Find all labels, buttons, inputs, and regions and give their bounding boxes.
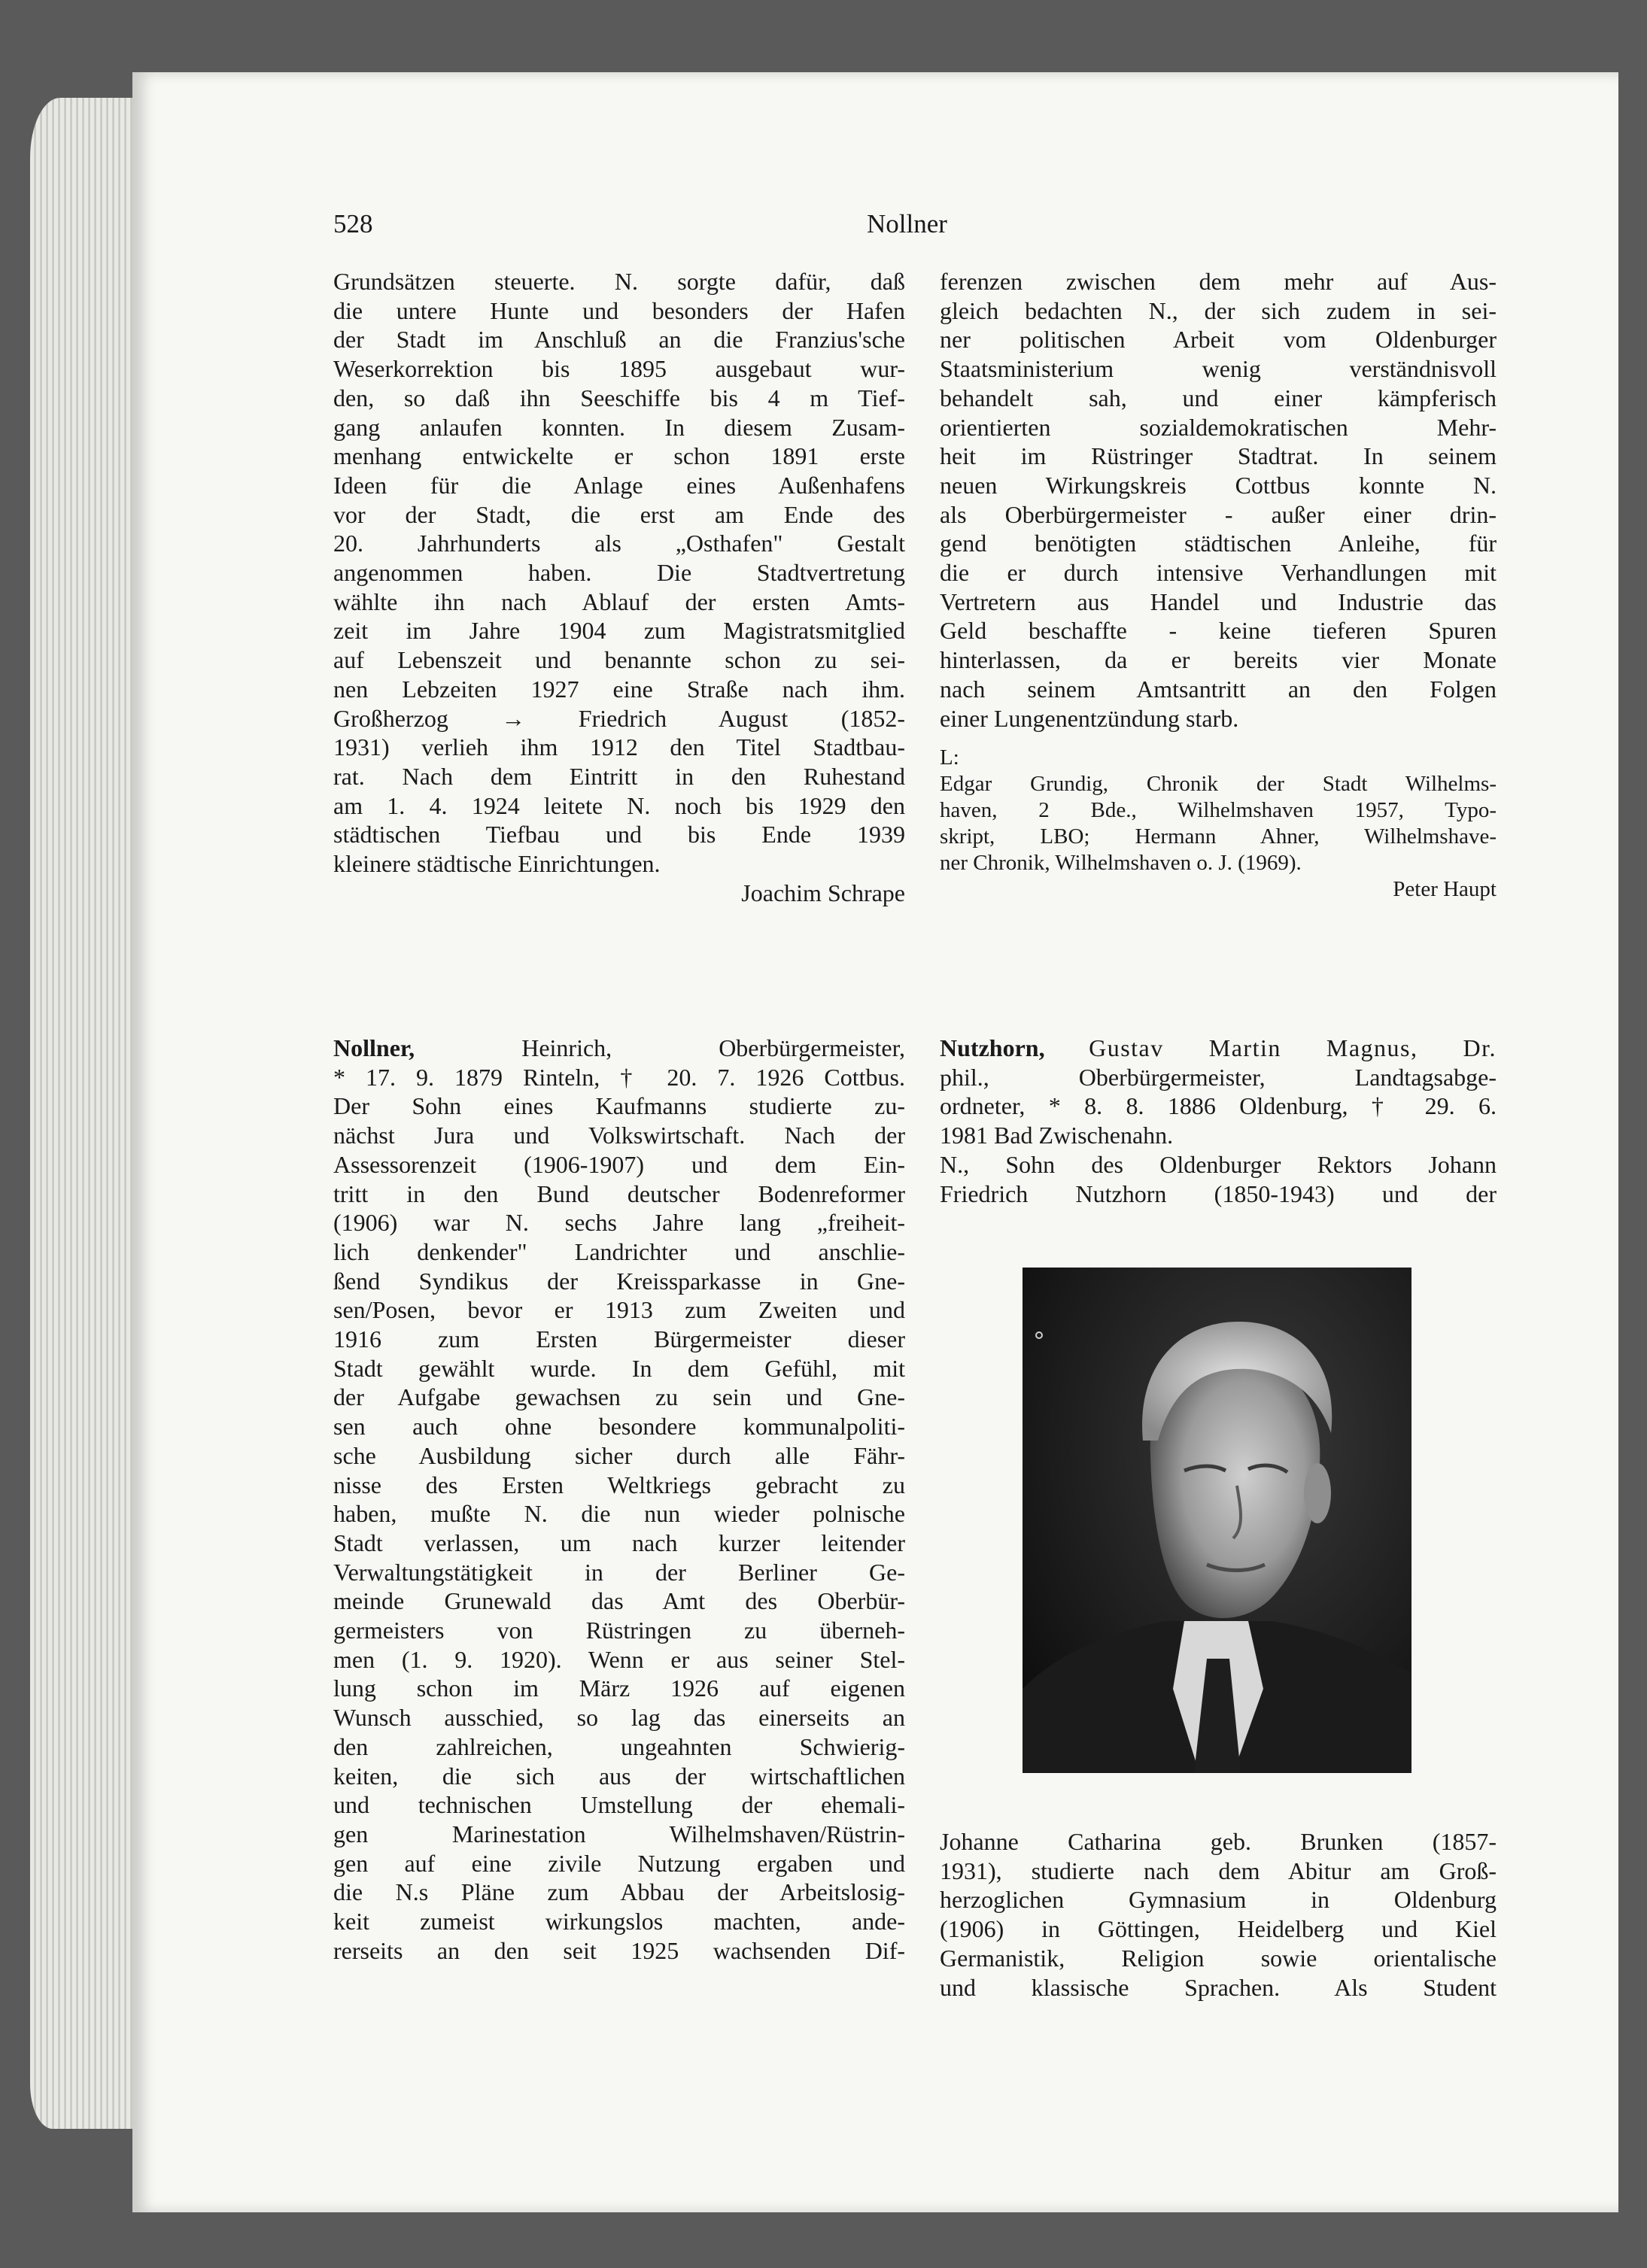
text-line: Der Sohn eines Kaufmanns studierte zu- — [333, 1092, 905, 1120]
text-line: Verwaltungstätigkeit in der Berliner Ge- — [333, 1558, 905, 1586]
text-line: Wunsch ausschied, so lag das einerseits an — [333, 1704, 905, 1732]
entry-name: Nollner, — [333, 1034, 415, 1061]
text-line: der Aufgabe gewachsen zu sein und Gne- — [333, 1383, 905, 1411]
text-line: Assessorenzeit (1906-1907) und dem Ein- — [333, 1150, 905, 1178]
literature-line: Edgar Grundig, Chronik der Stadt Wilhelms- — [940, 772, 1497, 797]
text-line: der Stadt im Anschluß an die Franzius'sche — [333, 326, 905, 354]
text-line: heit im Rüstringer Stadtrat. In seinem — [940, 442, 1497, 470]
text-line: Weserkorrektion bis 1895 ausgebaut wur- — [333, 355, 905, 383]
text-line: vor der Stadt, die erst am Ende des — [333, 500, 905, 528]
text-line: Geld beschaffte - keine tieferen Spuren — [940, 617, 1497, 645]
text-line: die N.s Pläne zum Abbau der Arbeitslosig- — [333, 1878, 905, 1906]
portrait-photo — [1023, 1268, 1411, 1773]
text-line: rerseits an den seit 1925 wachsenden Dif- — [333, 1936, 905, 1964]
text-line: gen Marinestation Wilhelmshaven/Rüstrin- — [333, 1820, 905, 1847]
entry-heading-line — [333, 1034, 905, 1063]
text-line: als Oberbürgermeister - außer einer drin- — [940, 500, 1497, 528]
text-line: und klassische Sprachen. Als Student — [940, 1973, 1497, 2001]
literature-line: ner Chronik, Wilhelmshaven o. J. (1969). — [940, 851, 1302, 876]
text-line: nen Lebzeiten 1927 eine Straße nach ihm. — [333, 675, 905, 703]
text-line: ferenzen zwischen dem mehr auf Aus- — [940, 268, 1497, 295]
left-column-top — [333, 267, 905, 907]
text-line: Staatsministerium wenig verständnisvoll — [940, 355, 1497, 383]
text-line: behandelt sah, und einer kämpferisch — [940, 384, 1497, 411]
text-line: nisse des Ersten Weltkriegs gebracht zu — [333, 1471, 905, 1498]
text-line: Großherzog → Friedrich August (1852- — [333, 704, 905, 732]
text-line: ßend Syndikus der Kreissparkasse in Gne- — [333, 1267, 905, 1295]
text-line: 1931) verlieh ihm 1912 den Titel Stadtbau- — [333, 733, 905, 761]
text-line: gleich bedachten N., der sich zudem in sei- — [940, 296, 1497, 324]
text-line: 1931), studierte nach dem Abitur am Groß- — [940, 1857, 1497, 1884]
text-line: N., Sohn des Oldenburger Rektors Johann — [940, 1150, 1497, 1178]
literature-section — [940, 745, 1497, 903]
page-number: 528 — [333, 209, 373, 238]
text-line: neuen Wirkungskreis Cottbus konnte N. — [940, 471, 1497, 499]
text-line: herzoglichen Gymnasium in Oldenburg — [940, 1886, 1497, 1914]
text-line: * 17. 9. 1879 Rinteln, † 20. 7. 1926 Cottbus. — [333, 1063, 905, 1091]
book-page-edges — [30, 98, 135, 2129]
nutzhorn-entry-continued — [940, 1827, 1497, 2002]
text-line: 20. Jahrhunderts als „Osthafen" Gestalt — [333, 530, 905, 557]
text-line: den zahlreichen, ungeahnten Schwierig- — [333, 1732, 905, 1760]
text-line: Grundsätzen steuerte. N. sorgte dafür, daß — [333, 268, 905, 295]
entry-name: Nutzhorn, — [940, 1034, 1045, 1061]
text-line: angenommen haben. Die Stadtvertretung — [333, 559, 905, 587]
text-line: die er durch intensive Verhandlungen mit — [940, 559, 1497, 587]
text-line: men (1. 9. 1920). Wenn er aus seiner Stel- — [333, 1645, 905, 1673]
text-line: sche Ausbildung sicher durch alle Fähr- — [333, 1441, 905, 1469]
text-line: keit zumeist wirkungslos machten, ande- — [333, 1908, 905, 1936]
text-line: gend benötigten städtischen Anleihe, für — [940, 530, 1497, 557]
text-line: Vertretern aus Handel und Industrie das — [940, 587, 1497, 615]
portrait-photo-graphic — [1023, 1268, 1411, 1773]
text-line: nächst Jura und Volkswirtschaft. Nach der — [333, 1122, 905, 1149]
text-line: phil., Oberbürgermeister, Landtagsabge- — [940, 1063, 1497, 1091]
text-line: sen/Posen, bevor er 1913 zum Zweiten und — [333, 1296, 905, 1324]
right-column-top — [940, 267, 1497, 903]
nutzhorn-entry — [940, 1034, 1497, 1208]
text-line: die untere Hunte und besonders der Hafen — [333, 296, 905, 324]
text-line: ordneter, * 8. 8. 1886 Oldenburg, † 29. 6. — [940, 1092, 1497, 1120]
text-line: menhang entwickelte er schon 1891 erste — [333, 442, 905, 470]
text-line: lung schon im März 1926 auf eigenen — [333, 1674, 905, 1702]
text-line: nach seinem Amtsantritt an den Folgen — [940, 675, 1497, 703]
text-line: tritt in den Bund deutscher Bodenreformer — [333, 1180, 905, 1207]
text-line: wählte ihn nach Ablauf der ersten Amts- — [333, 587, 905, 615]
text-line: Ideen für die Anlage eines Außenhafens — [333, 471, 905, 499]
text-line: meinde Grunewald das Amt des Oberbür- — [333, 1587, 905, 1615]
text-line: rat. Nach dem Eintritt in den Ruhestand — [333, 762, 905, 790]
text-line: Johanne Catharina geb. Brunken (1857- — [940, 1828, 1497, 1855]
author-signature: Peter Haupt — [1393, 877, 1497, 902]
text-line: kleinere städtische Einrichtungen. — [333, 850, 661, 878]
text-line: den, so daß ihn Seeschiffe bis 4 m Tief- — [333, 384, 905, 411]
text-line: Germanistik, Religion sowie orientalische — [940, 1944, 1497, 1972]
text-line: am 1. 4. 1924 leitete N. noch bis 1929 den — [333, 791, 905, 819]
author-signature: Joachim Schrape — [741, 879, 905, 906]
text-line: hinterlassen, da er bereits vier Monate — [940, 646, 1497, 674]
text-line: und technischen Umstellung der ehemali- — [333, 1791, 905, 1819]
text-line: lich denkender" Landrichter und anschlie- — [333, 1237, 905, 1265]
text-line: sen auch ohne besondere kommunalpoliti- — [333, 1413, 905, 1441]
text-line: gen auf eine zivile Nutzung ergaben und — [333, 1849, 905, 1877]
text-line: auf Lebenszeit und benannte schon zu sei- — [333, 646, 905, 674]
literature-label: L: — [940, 745, 959, 770]
entry-heading-rest: Heinrich, Oberbürgermeister, — [521, 1034, 906, 1061]
text-line: ner politischen Arbeit vom Oldenburger — [940, 326, 1497, 354]
text-line: zeit im Jahre 1904 zum Magistratsmitglied — [333, 617, 905, 645]
text-line: (1906) war N. sechs Jahre lang „freiheit- — [333, 1209, 905, 1237]
text-line: städtischen Tiefbau und bis Ende 1939 — [333, 821, 905, 849]
text-line: germeisters von Rüstringen zu überneh- — [333, 1617, 905, 1644]
text-line: einer Lungenentzündung starb. — [940, 704, 1239, 732]
text-line: Stadt gewählt wurde. In dem Gefühl, mit — [333, 1354, 905, 1382]
literature-line: skript, LBO; Hermann Ahner, Wilhelmshave- — [940, 824, 1497, 849]
text-line: gang anlaufen konnten. In diesem Zusam- — [333, 413, 905, 441]
text-line: orientierten sozialdemokratischen Mehr- — [940, 413, 1497, 441]
entry-heading-line — [940, 1034, 1497, 1063]
text-line: haben, mußte N. die nun wieder polnische — [333, 1500, 905, 1528]
text-line: (1906) in Göttingen, Heidelberg und Kiel — [940, 1915, 1497, 1943]
text-line: Stadt verlassen, um nach kurzer leitender — [333, 1529, 905, 1556]
literature-line: haven, 2 Bde., Wilhelmshaven 1957, Typo- — [940, 798, 1497, 823]
text-line: 1916 zum Ersten Bürgermeister dieser — [333, 1325, 905, 1353]
running-head: Nollner — [867, 209, 947, 238]
text-line: Friedrich Nutzhorn (1850-1943) und der — [940, 1180, 1497, 1207]
text-line: 1981 Bad Zwischenahn. — [940, 1122, 1174, 1149]
text-line: keiten, die sich aus der wirtschaftlichen — [333, 1762, 905, 1790]
entry-heading-rest: Gustav Martin Magnus, Dr. — [1089, 1034, 1497, 1061]
nollner-entry — [333, 1034, 905, 1966]
